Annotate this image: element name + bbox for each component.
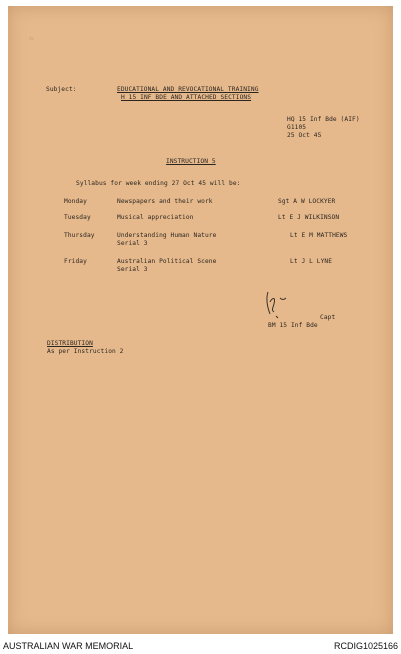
intro-text: Syllabus for week ending 27 Oct 45 will be: [76, 180, 241, 187]
schedule-lecturer: Lt J L LYNE [290, 258, 333, 265]
reference-date: 25 Oct 45 [287, 132, 322, 139]
handwritten-signature [262, 288, 308, 324]
schedule-day: Friday [64, 258, 87, 265]
schedule-day: Thursday [64, 232, 95, 239]
schedule-day: Tuesday [64, 214, 91, 221]
signature-title: BM 15 Inf Bde [268, 322, 318, 329]
subject-label: Subject: [46, 86, 77, 93]
distribution-text: As per Instruction 2 [47, 348, 124, 355]
schedule-topic-serial: Serial 3 [117, 266, 148, 273]
footer-source: AUSTRALIAN WAR MEMORIAL [3, 641, 134, 651]
distribution-heading: DISTRIBUTION [47, 340, 93, 347]
document-title: INSTRUCTION 5 [166, 158, 216, 165]
signature-rank: Capt [320, 314, 336, 321]
schedule-topic: Australian Political Scene [117, 258, 217, 265]
archive-footer [0, 639, 401, 654]
subject-line-2: H 15 INF BDE AND ATTACHED SECTIONS [121, 94, 252, 101]
schedule-day: Monday [64, 198, 87, 205]
schedule-topic: Musical appreciation [117, 214, 194, 221]
footer-id: RCDIG1025166 [333, 641, 398, 651]
schedule-lecturer: Sgt A W LOCKYER [278, 198, 336, 205]
reference-hq: HQ 15 Inf Bde (AIF) [287, 116, 360, 123]
schedule-topic: Newspapers and their work [117, 198, 213, 205]
reference-number: G1105 [287, 124, 307, 131]
archive-mark: ≈​ [28, 34, 35, 43]
schedule-lecturer: Lt E J WILKINSON [278, 214, 340, 221]
schedule-topic-serial: Serial 3 [117, 240, 148, 247]
subject-line-1: EDUCATIONAL AND REVOCATIONAL TRAINING [117, 86, 259, 93]
schedule-topic: Understanding Human Nature [117, 232, 217, 239]
schedule-lecturer: Lt E M MATTHEWS [290, 232, 348, 239]
